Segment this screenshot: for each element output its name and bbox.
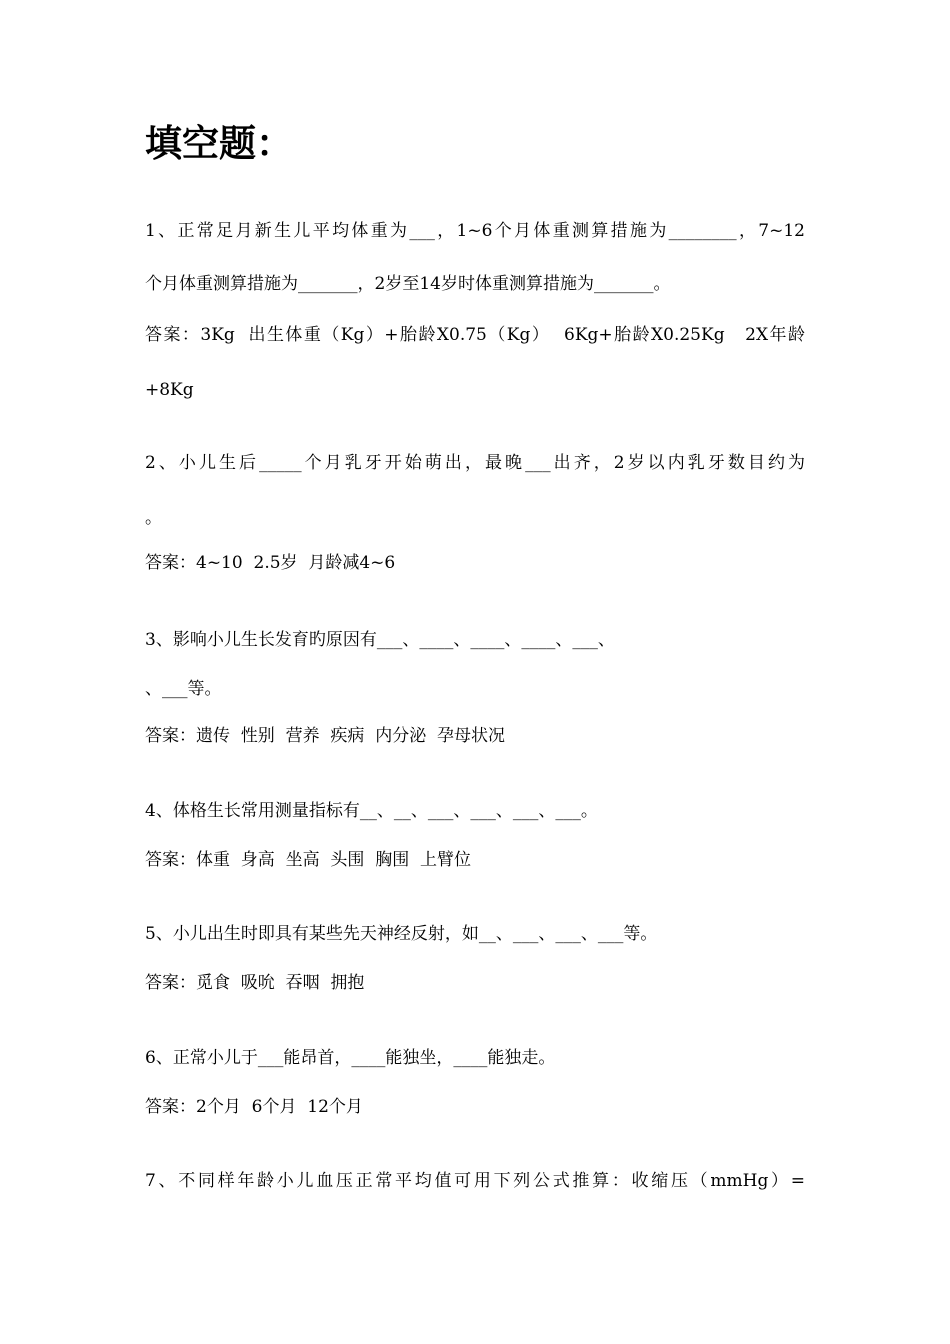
answer-1-line-1: 答案：3Kg 出生体重（Kg）+胎龄X0.75（Kg） 6Kg+胎龄X0.25Kg 2X年龄: [145, 325, 805, 345]
answer-4-line-1: 答案：体重 身高 坐高 头围 胸围 上臂位: [145, 850, 472, 870]
question-4-line-1: 4、体格生长常用测量指标有__、__、___、___、___、___。: [145, 801, 598, 821]
question-2-line-2: 。: [145, 508, 162, 528]
answer-3-line-1: 答案：遗传 性别 营养 疾病 内分泌 孕母状况: [145, 726, 506, 746]
answer-2-line-1: 答案：4~10 2.5岁 月龄减4~6: [145, 553, 396, 573]
answer-1-line-2: +8Kg: [145, 380, 194, 400]
question-2-line-1: 2、小儿生后_____个月乳牙开始萌出，最晚___出齐，2岁以内乳牙数目约为: [145, 453, 805, 473]
question-5-line-1: 5、小儿出生时即具有某些先天神经反射，如__、___、___、___等。: [145, 924, 658, 944]
page-title: 填空题：: [145, 122, 293, 165]
question-3-line-2: 、___等。: [145, 679, 222, 699]
question-6-line-1: 6、正常小儿于___能昂首，____能独坐，____能独走。: [145, 1048, 556, 1068]
answer-6-line-1: 答案：2个月 6个月 12个月: [145, 1097, 363, 1117]
question-1-line-1: 1、正常足月新生儿平均体重为___，1~6个月体重测算措施为________，7~12: [145, 221, 805, 241]
question-3-line-1: 3、影响小儿生长发育旳原因有___、____、____、____、___、: [145, 630, 615, 650]
question-1-line-2: 个月体重测算措施为_______，2岁至14岁时体重测算措施为_______。: [145, 274, 671, 294]
question-7-line-1: 7、不同样年龄小儿血压正常平均值可用下列公式推算：收缩压（mmHg）=: [145, 1171, 805, 1191]
answer-5-line-1: 答案：觅食 吸吮 吞咽 拥抱: [145, 973, 365, 993]
